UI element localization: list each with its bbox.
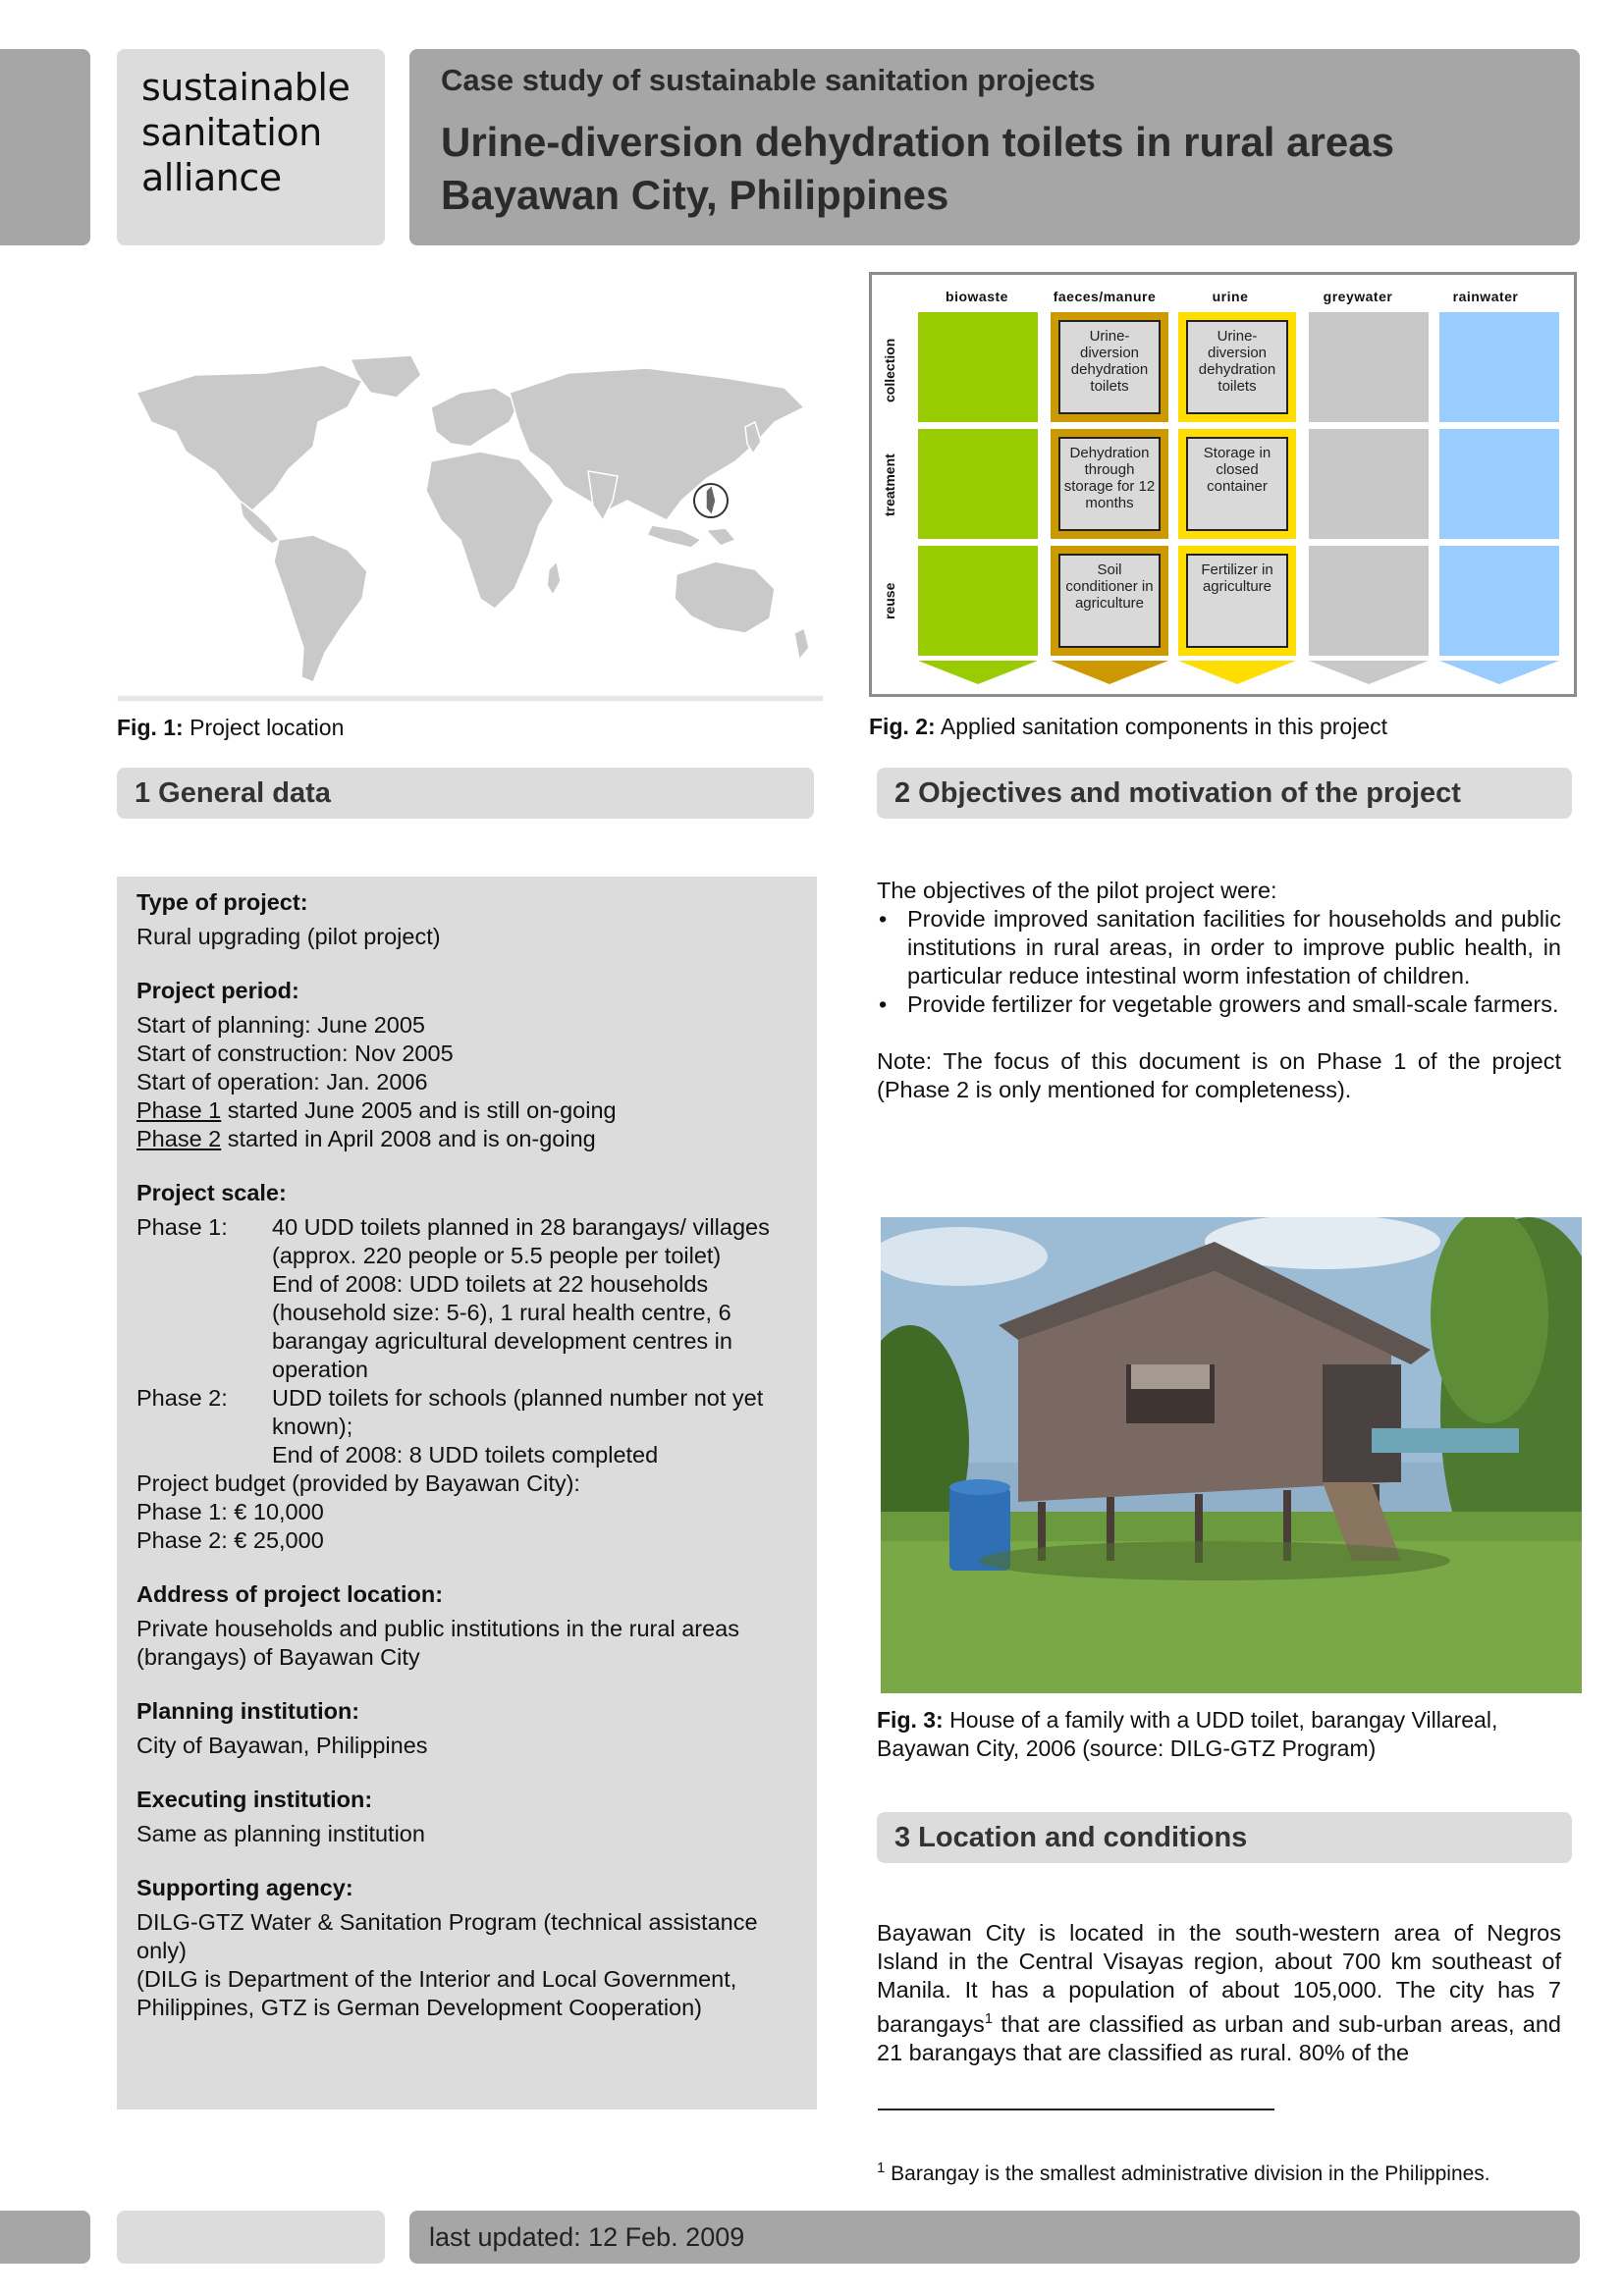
matrix-box-urine-reuse: Fertilizer in agriculture [1186, 554, 1288, 648]
matrix-cell-biowaste-collection [918, 312, 1038, 422]
matrix-cell-urine-reuse [1178, 546, 1296, 656]
supporting-value [136, 1908, 804, 2022]
matrix-col-urine: urine [1212, 289, 1249, 304]
house-photo-graphic [881, 1217, 1582, 1693]
footer-banner [409, 2211, 1580, 2264]
matrix-cell-biowaste-reuse [918, 546, 1038, 656]
scale-phase1-key: Phase 1: [136, 1214, 228, 1240]
matrix-row-collection: collection [882, 338, 897, 402]
title-banner [409, 49, 1580, 245]
objectives-list [877, 905, 1561, 1019]
scale-heading: Project scale: [136, 1180, 287, 1205]
world-map [117, 353, 824, 702]
matrix-cell-greywater-collection [1309, 312, 1429, 422]
document-subtitle: Case study of sustainable sanitation projects [441, 63, 1096, 97]
general-data-content [136, 888, 804, 2022]
executing-heading: Executing institution: [136, 1787, 373, 1812]
matrix-cell-urine-collection [1178, 312, 1296, 422]
scale-phase2 [136, 1384, 804, 1469]
type-heading: Type of project: [136, 889, 308, 915]
title-line: Urine-diversion dehydration toilets in rural areas [441, 119, 1394, 165]
fig3-caption [877, 1706, 1564, 1763]
fig2-label: Fig. 2: [869, 714, 936, 739]
footnote-text: Barangay is the smallest administrative division in the Philippines. [885, 2163, 1490, 2185]
scale-phase2-status: End of 2008: 8 UDD toilets completed [272, 1442, 659, 1468]
scale-phase1-status: End of 2008: UDD toilets at 22 households (household size: 5-6), 1 rural health centre, 6 barangay agricultural development centres in operation [272, 1271, 732, 1382]
phase1-link-text: Phase 1 [136, 1097, 222, 1123]
executing-value: Same as planning institution [136, 1821, 425, 1846]
footnote-rule [878, 2109, 1274, 2110]
phase1-text: started June 2005 and is still on-going [221, 1097, 617, 1123]
matrix-col-greywater: greywater [1323, 289, 1393, 304]
matrix-arrow-faeces [1051, 661, 1168, 684]
scale-phase2-value [272, 1384, 804, 1469]
title-line: Bayawan City, Philippines [441, 172, 949, 218]
objective-item: • Provide fertilizer for vegetable growers and small-scale farmers. [877, 990, 1561, 1019]
phase2-link-text: Phase 2 [136, 1126, 222, 1151]
objectives-intro: The objectives of the pilot project were: [877, 878, 1277, 903]
document-title [441, 116, 1394, 222]
scale-phase1-value [272, 1213, 804, 1384]
planning-value: City of Bayawan, Philippines [136, 1733, 428, 1758]
matrix-cell-faeces-treatment [1051, 429, 1168, 539]
scale-phase1-plan: 40 UDD toilets planned in 28 barangays/ villages (approx. 220 people or 5.5 people per toilet) [272, 1214, 770, 1268]
scale-content [136, 1213, 804, 1555]
budget-phase2: Phase 2: € 25,000 [136, 1527, 324, 1553]
period-line: Start of construction: Nov 2005 [136, 1041, 454, 1066]
matrix-arrow-urine [1178, 661, 1296, 684]
matrix-cell-rainwater-reuse [1439, 546, 1559, 656]
world-map-graphic [117, 353, 824, 702]
matrix-row-reuse: reuse [882, 582, 897, 619]
section-header-general-data: 1 General data [117, 768, 814, 819]
footnote [877, 2160, 1490, 2186]
matrix-cell-greywater-reuse [1309, 546, 1429, 656]
general-data-box [117, 877, 817, 2109]
address-heading: Address of project location: [136, 1581, 444, 1607]
matrix-box-urine-treatment: Storage in closed container [1186, 437, 1288, 531]
matrix-cell-faeces-reuse [1051, 546, 1168, 656]
period-line: Start of operation: Jan. 2006 [136, 1069, 428, 1095]
footer-mid-box [117, 2211, 385, 2264]
scale-phase2-plan: UDD toilets for schools (planned number not yet known); [272, 1385, 764, 1439]
period-list [136, 1011, 804, 1153]
budget-heading: Project budget (provided by Bayawan City): [136, 1470, 580, 1496]
sanitation-components-matrix [869, 272, 1577, 697]
fig1-text: Project location [183, 715, 345, 740]
type-value: Rural upgrading (pilot project) [136, 924, 441, 949]
fig2-caption [869, 714, 1387, 740]
section-header-objectives: 2 Objectives and motivation of the project [877, 768, 1572, 819]
scale-phase1 [136, 1213, 804, 1384]
planning-heading: Planning institution: [136, 1698, 360, 1724]
logo-line: sanitation [141, 111, 322, 154]
matrix-row-treatment: treatment [882, 454, 897, 516]
period-heading: Project period: [136, 978, 299, 1003]
address-value: Private households and public institutions in the rural areas (brangays) of Bayawan City [136, 1616, 739, 1670]
phase2-text: started in April 2008 and is on-going [221, 1126, 596, 1151]
location-text-part1: Bayawan City is located in the south-western area of Negros Island in the Central Visayas region, about 700 km southeast of Manila. It has a population of about 105,000. The city has 7 barangays [877, 1920, 1561, 2037]
matrix-arrow-rainwater [1439, 661, 1559, 684]
scale-phase2-key: Phase 2: [136, 1385, 228, 1411]
location-text [877, 1919, 1561, 2067]
supporting-line: (DILG is Department of the Interior and Local Government, Philippines, GTZ is German Development Cooperation) [136, 1966, 737, 2020]
fig2-text: Applied sanitation components in this project [935, 714, 1388, 739]
objectives-text [877, 877, 1561, 1104]
budget-phase1: Phase 1: € 10,000 [136, 1499, 324, 1524]
matrix-arrow-greywater [1309, 661, 1429, 684]
matrix-col-faeces: faeces/manure [1053, 289, 1157, 304]
matrix-cell-rainwater-collection [1439, 312, 1559, 422]
matrix-box-faeces-reuse: Soil conditioner in agriculture [1058, 554, 1161, 648]
footnote-number: 1 [877, 2160, 886, 2176]
matrix-arrow-biowaste [918, 661, 1038, 684]
period-line [136, 1125, 804, 1153]
matrix-col-rainwater: rainwater [1452, 289, 1519, 304]
header-left-tab [0, 49, 90, 245]
fig1-caption [117, 715, 344, 741]
logo-line: alliance [141, 156, 282, 199]
period-line [136, 1096, 804, 1125]
house-photo [881, 1217, 1582, 1693]
section-header-location: 3 Location and conditions [877, 1812, 1572, 1863]
footer-left-tab [0, 2211, 90, 2264]
matrix-box-faeces-treatment: Dehydration through storage for 12 months [1058, 437, 1161, 531]
matrix-box-urine-collection: Urine-diversion dehydration toilets [1186, 320, 1288, 414]
footnote-ref: 1 [984, 2010, 994, 2027]
matrix-box-faeces-collection: Urine-diversion dehydration toilets [1058, 320, 1161, 414]
supporting-heading: Supporting agency: [136, 1875, 353, 1900]
logo [141, 65, 350, 200]
period-line: Start of planning: June 2005 [136, 1012, 425, 1038]
objectives-note: Note: The focus of this document is on Phase 1 of the project (Phase 2 is only mentioned for completeness). [877, 1048, 1561, 1102]
matrix-cell-rainwater-treatment [1439, 429, 1559, 539]
matrix-cell-biowaste-treatment [918, 429, 1038, 539]
logo-box [117, 49, 385, 245]
location-text-part2: that are classified as urban and sub-urban areas, and 21 barangays that are classified as rural. 80% of the [877, 2010, 1561, 2065]
matrix-cell-urine-treatment [1178, 429, 1296, 539]
last-updated: last updated: 12 Feb. 2009 [429, 2222, 745, 2252]
fig3-label: Fig. 3: [877, 1707, 944, 1733]
fig3-text: House of a family with a UDD toilet, barangay Villareal, Bayawan City, 2006 (source: DILG-GTZ Program) [877, 1707, 1498, 1761]
objective-item: • Provide improved sanitation facilities for households and public institutions in rural areas, in order to improve public health, in particular reduce intestinal worm infestation of children. [877, 905, 1561, 990]
matrix-cell-greywater-treatment [1309, 429, 1429, 539]
logo-line: sustainable [141, 66, 351, 109]
matrix-cell-faeces-collection [1051, 312, 1168, 422]
fig1-label: Fig. 1: [117, 715, 184, 740]
supporting-line: DILG-GTZ Water & Sanitation Program (technical assistance only) [136, 1909, 758, 1963]
matrix-col-biowaste: biowaste [946, 289, 1008, 304]
